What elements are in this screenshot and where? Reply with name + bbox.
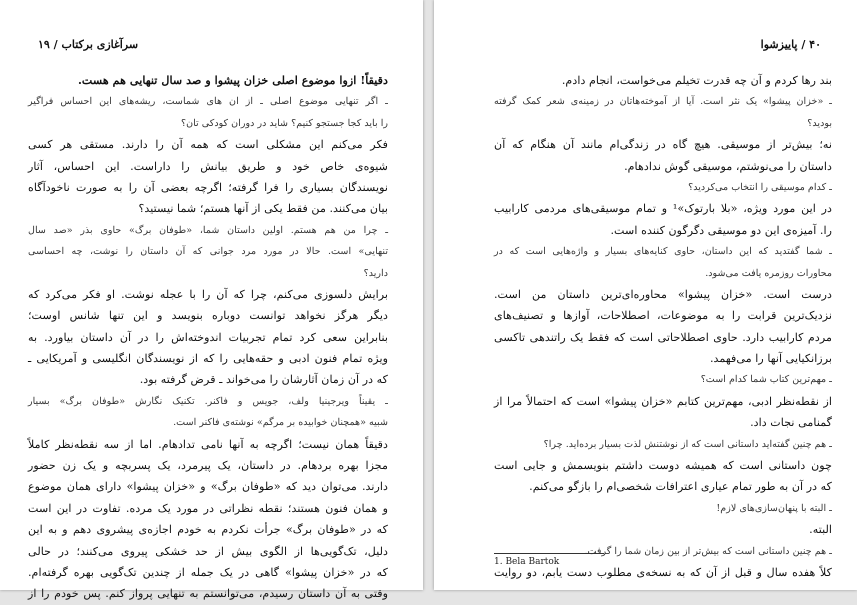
text-line: وقتی به آن داستان رسیدم، می‌توانستم به تنهایی پرواز کنم. پس خودم را از — [28, 587, 388, 601]
text-line: دارند. می‌توان دید که «طوفان برگ» و «خزان پیشوا» دارای همان موضوع — [28, 480, 388, 494]
text-line: ـ یقیناً ویرجینیا ولف، جویس و فاکنر. تکنیک نگارش «طوفان برگ» بسیار — [28, 395, 388, 407]
text-line: فکر می‌کنم این مشکلی است که همه آن را دارند. مستقی هر کسی — [28, 138, 388, 152]
footnote: 1. Bela Bartok — [494, 557, 560, 567]
text-line: مردم کارابیب دارد. حاوی اصطلاحاتی است که فقط یک راتندهی تاکسی — [494, 330, 832, 344]
text-line: مجزا بهره بردهام. در داستان، یک پیرمرد، یک پسربچه و یک زن حضور — [28, 459, 388, 473]
text-line: از نقطه‌نظر ادبی، مهم‌ترین کتابم «خزان پیشوا» است که احتمالاً مرا از — [494, 394, 832, 408]
text-line: که در «طوفان برگ» جرأت نکردم به خودم اجازه‌ی پیشروی دهم و به این — [28, 523, 388, 537]
text-line: ـ کدام موسیقی را انتخاب می‌کردید؟ — [688, 181, 832, 193]
text-line: تنهایی» است. حالا در مورد مرد جوانی که آن داستان را نوشت، چه احساسی — [28, 246, 388, 258]
text-line: دقیقاً! ازوا موضوع اصلی خزان پیشوا و صد سال تنهایی هم هست. — [78, 73, 388, 87]
left-page-header: سرآغازی برکتاب / ۱۹ — [38, 38, 139, 51]
text-line: ـ هم چنین گفته‌اید داستانی است که از نوشتنش لذت بسیار برده‌اید. چرا؟ — [543, 438, 832, 450]
text-line: در این مورد ویژه، «بلا بارتوک»¹ و تمام موسیقی‌های مردمی کارابیب — [494, 202, 833, 216]
text-line: شبیه «همچنان خوابیده بر مرگم» نوشته‌ی فاکنر است. — [173, 417, 388, 429]
text-line: ـ شما گفتدید که این داستان، حاوی کنایه‌های بسیار و واژه‌هایی است که در — [494, 246, 832, 258]
text-line: نه؛ بیش‌تر از موسیقی. هیچ گاه در زندگی‌ام مانند آن هنگام که آن — [494, 138, 832, 152]
left-page-body — [28, 70, 388, 605]
text-line: البته. — [809, 523, 832, 537]
footnote-rule — [494, 553, 604, 554]
text-line: دقیقاً همان نیست؛ اگرچه به آنها نامی تدادهام. اما از سه نقطه‌نظر کاملاً — [28, 437, 388, 451]
text-line: چون داستانی است که همیشه دوست داشتم بنویسمش و جایی است — [494, 459, 832, 473]
text-line: ـ مهم‌ترین کتاب شما کدام است؟ — [700, 374, 832, 386]
text-line: که در آن زمان آثارشان را می‌خواند ـ قرض گرفته بود. — [139, 373, 388, 387]
text-line: ـ البته با پنهان‌سازی‌های لازم! — [716, 502, 832, 514]
text-line: داستان را می‌نوشتم، موسیقی گوش ندادهام. — [624, 159, 832, 173]
text-line: را. آمیزه‌ی این دو موسیقی دگرگون کننده است. — [610, 223, 832, 237]
text-line: را باید کجا جستجو کنیم؟ شاید در دوران کودکی تان؟ — [180, 117, 388, 129]
text-line: نویسندگان بسیاری را فرا گرفته؛ اگرچه بعضی آن را به صورت ناخودآگاه — [28, 180, 388, 194]
text-line: دارید؟ — [363, 267, 388, 279]
text-line: دیگر هرگز نخواهد توانست دوباره بنویسد و این تنها شانس اوست؛ — [28, 309, 388, 323]
text-line: و همان فنون هستند؛ نقطه نظراتی در مورد یک مرده. تفاوت در این است — [28, 501, 388, 515]
left-page — [0, 0, 423, 601]
right-page-body — [494, 70, 832, 583]
text-line: بند رها کردم و آن چه قدرت تخیلم می‌خواست، انجام دادم. — [561, 74, 832, 87]
text-line: که در «خزان پیشوا» گاهی در یک جمله از چندین تک‌گویی بهره گرفته‌ام. — [28, 565, 388, 579]
text-line: ـ اگر تنهایی موضوع اصلی ـ از ان های شماست، ریشه‌های این احساس فراگیر — [28, 96, 388, 108]
text-line: دلیل، تک‌گویی‌ها از الگوی بیش از حد خشکی پیروی می‌کنند؛ در حالی — [28, 544, 388, 558]
text-line: بیان می‌کنند. من فقط یکی از آنها هستم؛ شما نیستید؟ — [138, 202, 388, 216]
text-line: برزانکیایی آنها را می‌فهمد. — [710, 352, 832, 366]
text-line: کلاً هفده سال و قبل از آن که به نسخه‌ی مطلوب دست یابم، دو روایت — [494, 565, 832, 579]
text-line: درست است. «خزان پیشوا» محاوره‌ای‌ترین داستان من است. — [494, 287, 832, 301]
text-line: برایش دلسوزی می‌کنم، چرا که آن را با عجله نوشت. او فکر می‌کرد که — [28, 287, 388, 301]
text-line: ـ «خزان پیشوا» یک نثر است. آیا از آموخته‌هاتان در زمینه‌ی شعر کمک گرفته — [494, 96, 832, 108]
text-line: ـ چرا من هم هستم. اولین داستان شما، «طوفان برگ» حاوی بذر «صد سال — [28, 224, 388, 236]
text-line: گمنامی نجات داد. — [750, 416, 832, 430]
text-line: که در آن به طور تمام عیاری اعترافات شخصی‌ام را بازگو می‌کنم. — [529, 480, 832, 494]
text-line: نزدیک‌ترین قرابت را به موضوعات، اصطلاحات، آوازها و تصنیف‌های — [494, 309, 832, 323]
right-page-header: ۴۰ / پاییز‌شوا — [760, 38, 821, 51]
text-line: محاورات روزمره یافت می‌شود. — [705, 267, 832, 279]
text-line: شیوه‌ی خاص خود و طریق بیانش را داراست. این احساس، آثار — [28, 159, 388, 173]
text-line: ویژه تمام فنون ادبی و حقه‌هایی را که از نویسندگان انگلیسی و آمریکایی ـ — [28, 352, 388, 366]
text-line: ـ هم چنین داستانی است که بیش‌تر از بین زمان شما را گرفت. — [584, 545, 832, 557]
text-line: بودید؟ — [807, 117, 832, 129]
text-line: بنابراین سعی کرد تمام تجربیات اندوخته‌اش را در آن داستان بیاورد. به — [28, 330, 388, 344]
right-page — [434, 0, 857, 590]
